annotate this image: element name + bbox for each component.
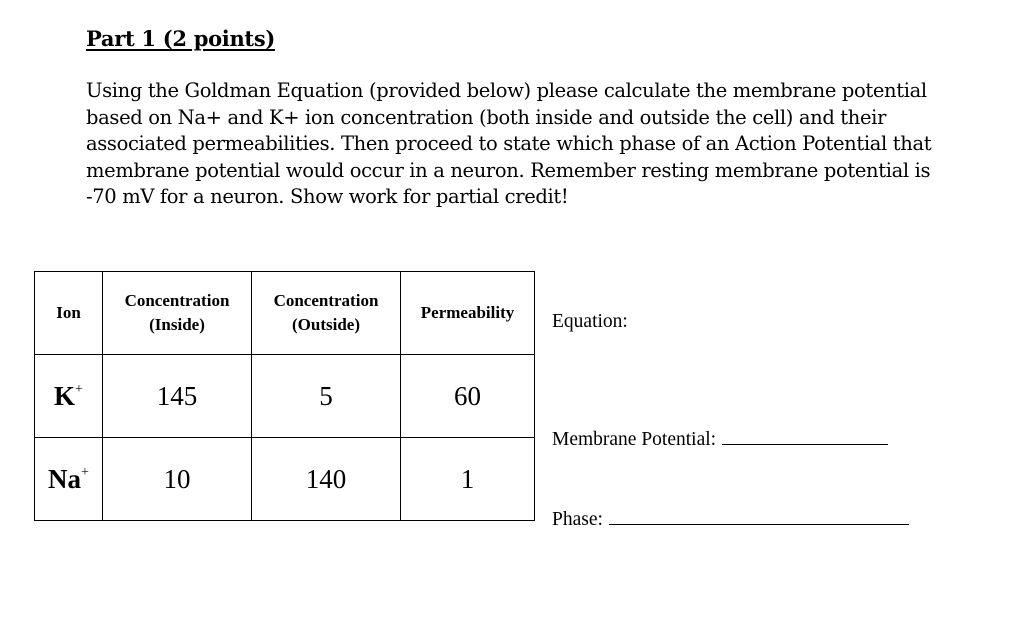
instructions-line: associated permeabilities. Then proceed to state which phase of an Action Potential that xyxy=(86,132,932,155)
membrane-potential-row xyxy=(552,426,888,451)
header-outside-line2: (Outside) xyxy=(292,315,360,334)
cell-outside: 140 xyxy=(252,438,401,521)
instructions-line: membrane potential would occur in a neuron. Remember resting membrane potential is xyxy=(86,158,931,182)
header-inside-line1: Concentration xyxy=(124,291,230,310)
cell-inside: 10 xyxy=(103,438,252,521)
cell-permeability: 60 xyxy=(401,355,535,438)
header-outside-line1: Concentration xyxy=(273,291,379,310)
cell-permeability: 1 xyxy=(401,438,535,521)
header-concentration-outside xyxy=(252,272,401,355)
part-heading: Part 1 (2 points) xyxy=(86,26,275,51)
table-header-row xyxy=(35,272,535,355)
ion-cell-sodium xyxy=(35,438,103,521)
ion-concentration-table xyxy=(34,271,535,521)
ion-charge: + xyxy=(81,464,89,480)
phase-label: Phase: xyxy=(552,509,603,530)
instructions-line: -70 mV for a neuron. Show work for partial credit! xyxy=(86,185,569,208)
membrane-potential-blank[interactable] xyxy=(722,426,888,445)
instructions-paragraph xyxy=(86,78,946,211)
ion-symbol: Na xyxy=(48,463,82,494)
header-permeability xyxy=(401,272,535,355)
header-ion xyxy=(35,272,103,355)
ion-charge: + xyxy=(75,381,83,397)
equation-label: Equation: xyxy=(552,311,628,332)
instructions-line: based on Na+ and K+ ion concentration (both inside and outside the cell) and their xyxy=(86,105,887,129)
header-ion-label: Ion xyxy=(56,303,81,322)
ion-cell-potassium xyxy=(35,355,103,438)
phase-row xyxy=(552,506,909,531)
membrane-potential-label: Membrane Potential: xyxy=(552,429,717,450)
header-concentration-inside xyxy=(103,272,252,355)
phase-blank[interactable] xyxy=(609,506,909,525)
instructions-line: Using the Goldman Equation (provided below) please calculate the membrane potential xyxy=(86,79,927,102)
header-inside-line2: (Inside) xyxy=(149,315,205,334)
ion-symbol: K xyxy=(54,380,76,411)
table-row xyxy=(35,355,535,438)
cell-inside: 145 xyxy=(103,355,252,438)
header-permeability-label: Permeability xyxy=(420,303,515,322)
table-row xyxy=(35,438,535,521)
cell-outside: 5 xyxy=(252,355,401,438)
